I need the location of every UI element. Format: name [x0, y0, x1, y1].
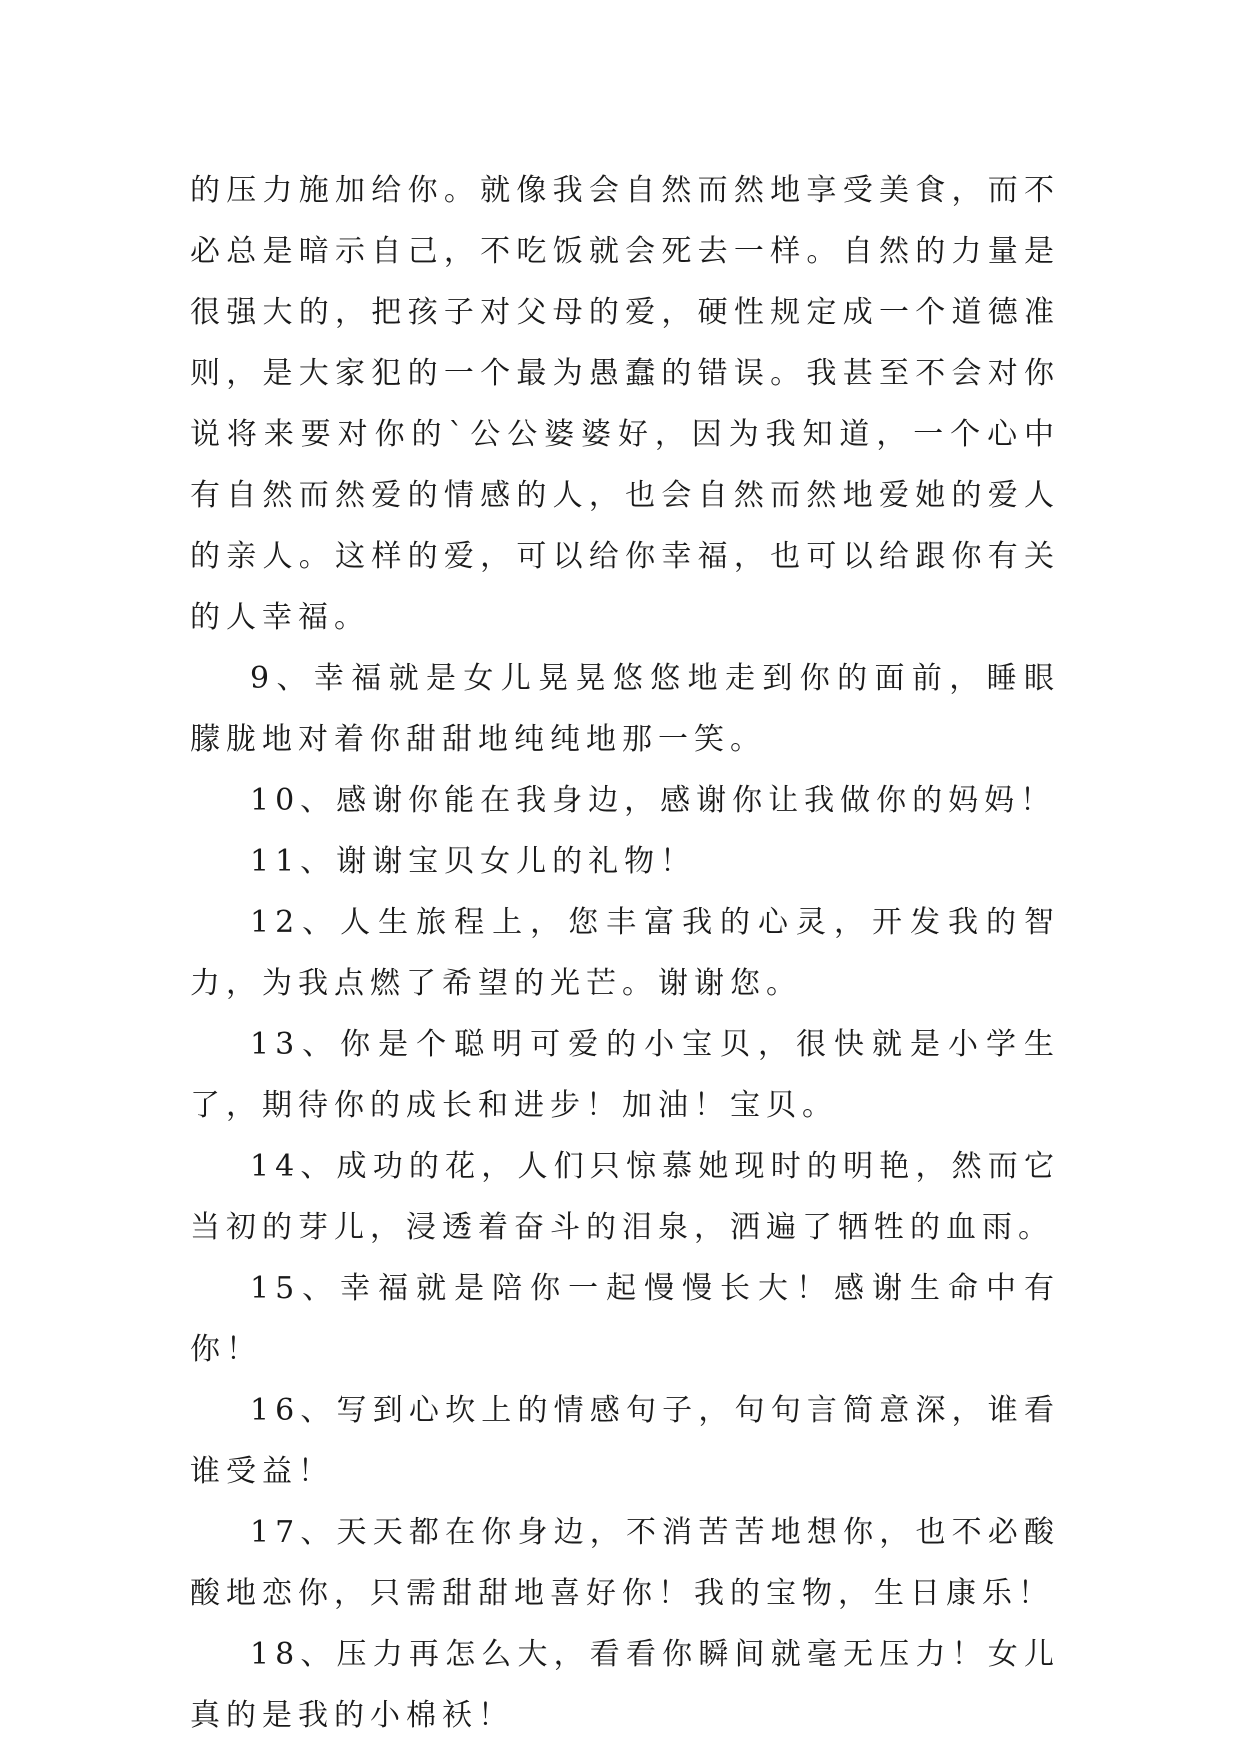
paragraph-item-17: 17、天天都在你身边，不消苦苦地想你，也不必酸酸地恋你，只需甜甜地喜好你！我的宝物，生日康乐！: [190, 1515, 1060, 1611]
paragraph-item-10: 10、感谢你能在我身边，感谢你让我做你的妈妈！: [250, 783, 1057, 818]
document-body: [190, 160, 1060, 1746]
paragraph-item-14: 14、成功的花，人们只惊慕她现时的明艳，然而它当初的芽儿，浸透着奋斗的泪泉，洒遍了牺牲的血雨。: [190, 1149, 1060, 1245]
paragraph-item-18: 18、压力再怎么大，看看你瞬间就毫无压力！女儿真的是我的小棉袄！: [190, 1637, 1060, 1733]
paragraph-item-13: 13、你是个聪明可爱的小宝贝，很快就是小学生了，期待你的成长和进步！加油！宝贝。: [190, 1027, 1060, 1123]
paragraph-item-9: 9、幸福就是女儿晃晃悠悠地走到你的面前，睡眼朦胧地对着你甜甜地纯纯地那一笑。: [190, 661, 1060, 757]
paragraph-item-11: 11、谢谢宝贝女儿的礼物！: [250, 844, 697, 879]
paragraph-continuation: 的压力施加给你。就像我会自然而然地享受美食，而不必总是暗示自己，不吃饭就会死去一样。自然的力量是很强大的，把孩子对父母的爱，硬性规定成一个道德准则，是大家犯的一个最为愚蠢的错误。我甚至不会对你说将来要对你的`公公婆婆好，因为我知道，一个心中有自然而然爱的情感的人，也会自然而然地爱她的爱人的亲人。这样的爱，可以给你幸福，也可以给跟你有关的人幸福。: [190, 173, 1060, 635]
paragraph-item-15: 15、幸福就是陪你一起慢慢长大！感谢生命中有你！: [190, 1271, 1060, 1367]
paragraph-item-16: 16、写到心坎上的情感句子，句句言简意深，谁看谁受益！: [190, 1393, 1060, 1489]
paragraph-item-12: 12、人生旅程上，您丰富我的心灵，开发我的智力，为我点燃了希望的光芒。谢谢您。: [190, 905, 1060, 1001]
